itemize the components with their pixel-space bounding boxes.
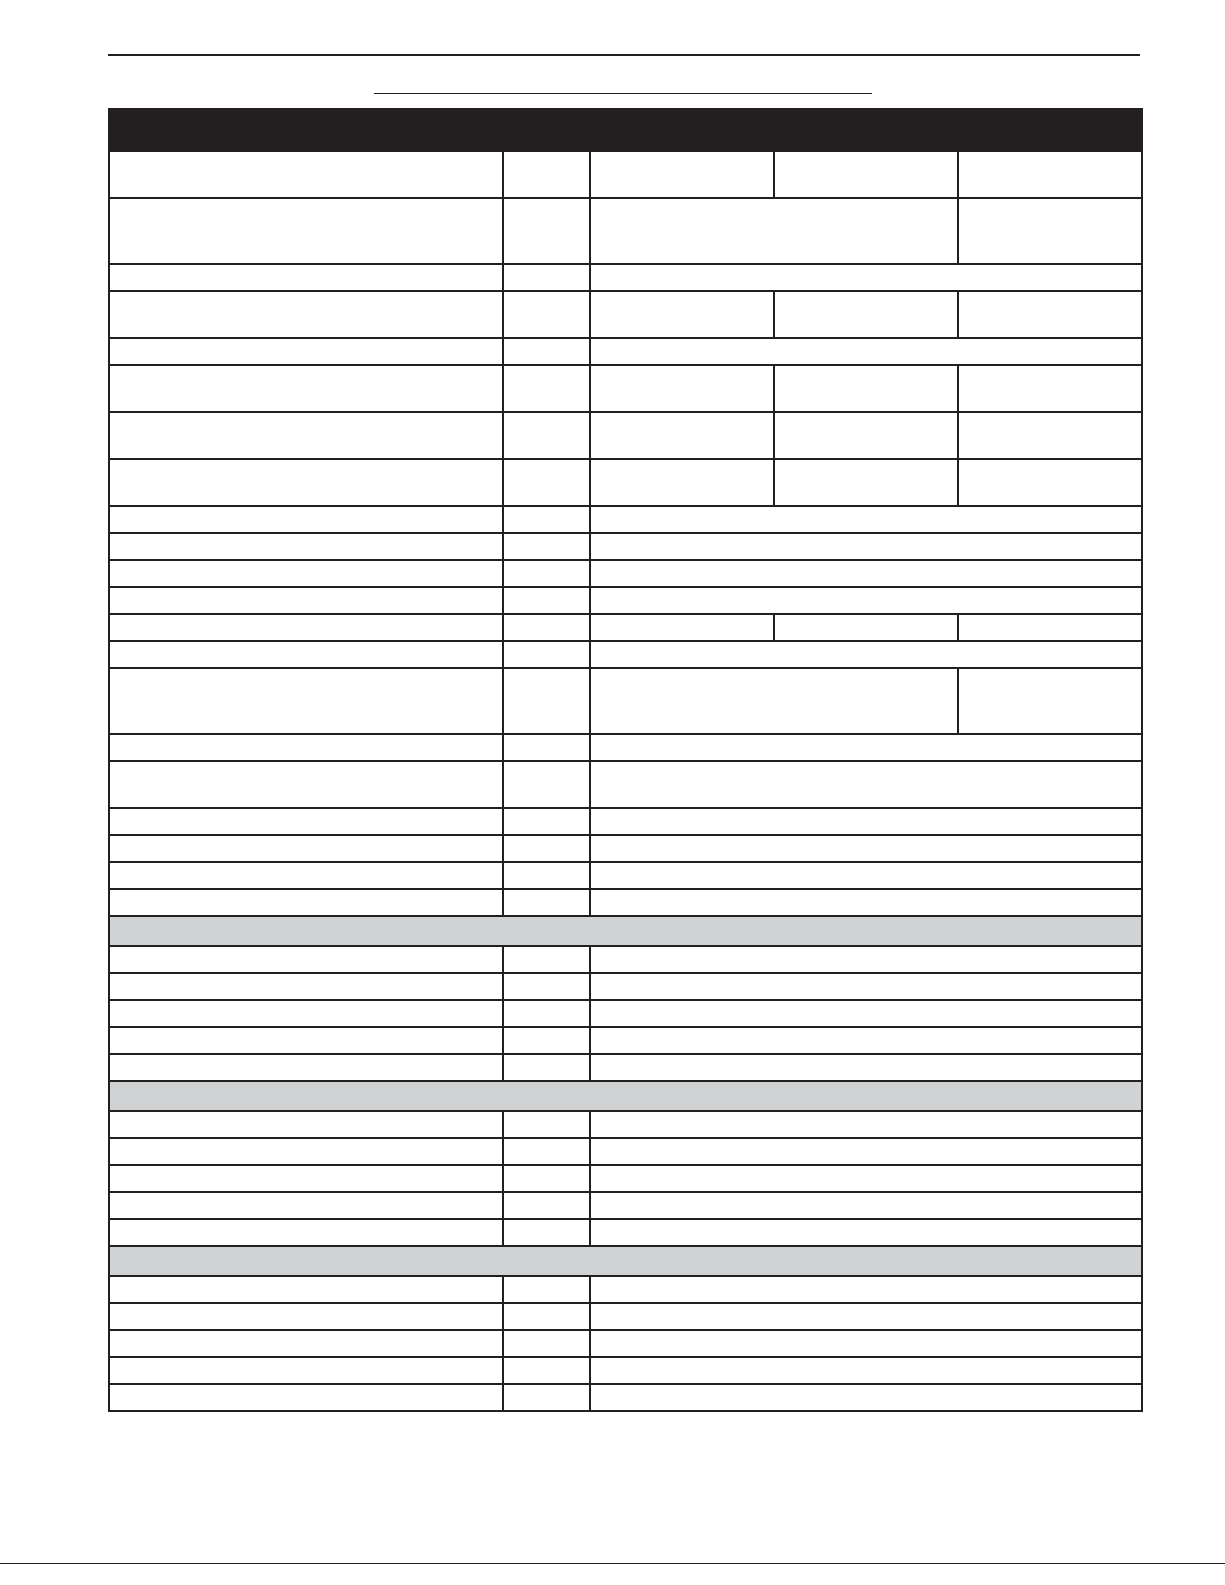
row-value-cell-merged	[590, 1027, 1142, 1054]
row-value-cell-3	[958, 291, 1142, 338]
table-row	[109, 641, 1142, 668]
row-value-cell-merged	[590, 506, 1142, 533]
row-unit-cell	[503, 533, 590, 560]
top-rule	[108, 54, 1140, 56]
row-unit-cell	[503, 412, 590, 459]
row-label-cell	[109, 641, 503, 668]
row-value-cell-1	[590, 291, 774, 338]
row-unit-cell	[503, 641, 590, 668]
row-value-cell-1	[590, 151, 774, 198]
row-label-cell	[109, 1303, 503, 1330]
table-row	[109, 668, 1142, 734]
row-unit-cell	[503, 1192, 590, 1219]
table-header-row	[109, 109, 1142, 151]
table-row	[109, 198, 1142, 264]
bottom-rule	[0, 1563, 1225, 1564]
row-value-cell-merged	[590, 587, 1142, 614]
row-unit-cell	[503, 506, 590, 533]
section-header-cell	[109, 1081, 1142, 1111]
row-unit-cell	[503, 151, 590, 198]
row-value-cell-2	[774, 291, 958, 338]
row-value-cell-3	[958, 365, 1142, 412]
row-value-cell-merged	[590, 946, 1142, 973]
row-unit-cell	[503, 1111, 590, 1138]
table-row	[109, 1303, 1142, 1330]
spec-table-body	[109, 109, 1142, 1411]
row-value-cell-3	[958, 668, 1142, 734]
row-unit-cell	[503, 835, 590, 862]
row-label-cell	[109, 1027, 503, 1054]
row-value-cell-3	[958, 412, 1142, 459]
row-label-cell	[109, 761, 503, 808]
row-value-cell-1	[590, 614, 774, 641]
row-label-cell	[109, 412, 503, 459]
row-value-cell-merged	[590, 973, 1142, 1000]
row-value-cell-2	[774, 459, 958, 506]
section-header-row	[109, 1246, 1142, 1276]
row-unit-cell	[503, 198, 590, 264]
row-value-cell-merged	[590, 1000, 1142, 1027]
row-unit-cell	[503, 264, 590, 291]
row-unit-cell	[503, 973, 590, 1000]
table-row	[109, 151, 1142, 198]
row-unit-cell	[503, 1330, 590, 1357]
row-label-cell	[109, 1384, 503, 1411]
row-label-cell	[109, 560, 503, 587]
row-value-cell-merged	[590, 808, 1142, 835]
row-label-cell	[109, 734, 503, 761]
row-label-cell	[109, 1138, 503, 1165]
row-unit-cell	[503, 1303, 590, 1330]
row-unit-cell	[503, 946, 590, 973]
row-unit-cell	[503, 1276, 590, 1303]
row-label-cell	[109, 264, 503, 291]
row-value-cell-merged	[590, 1165, 1142, 1192]
table-row	[109, 506, 1142, 533]
row-label-cell	[109, 1219, 503, 1246]
row-value-cell-2	[774, 365, 958, 412]
row-value-cell-merged	[590, 1138, 1142, 1165]
row-unit-cell	[503, 365, 590, 412]
row-unit-cell	[503, 1054, 590, 1081]
row-value-cell-2	[774, 614, 958, 641]
section-header-cell	[109, 1246, 1142, 1276]
row-unit-cell	[503, 761, 590, 808]
row-label-cell	[109, 1357, 503, 1384]
section-header-cell	[109, 916, 1142, 946]
row-unit-cell	[503, 668, 590, 734]
row-label-cell	[109, 835, 503, 862]
row-label-cell	[109, 1000, 503, 1027]
table-row	[109, 946, 1142, 973]
row-unit-cell	[503, 1219, 590, 1246]
row-label-cell	[109, 291, 503, 338]
section-header-row	[109, 916, 1142, 946]
row-value-cell-3	[958, 459, 1142, 506]
row-value-cell-merged	[590, 889, 1142, 916]
row-value-cell-3	[958, 151, 1142, 198]
table-row	[109, 338, 1142, 365]
table-row	[109, 1000, 1142, 1027]
table-row	[109, 1111, 1142, 1138]
table-header-cell	[109, 109, 1142, 151]
row-value-cell-merged	[590, 641, 1142, 668]
table-row	[109, 533, 1142, 560]
row-value-cell-3	[958, 198, 1142, 264]
row-value-cell-merged	[590, 835, 1142, 862]
table-row	[109, 365, 1142, 412]
spec-table	[108, 108, 1143, 1412]
row-label-cell	[109, 198, 503, 264]
row-unit-cell	[503, 459, 590, 506]
row-unit-cell	[503, 862, 590, 889]
row-label-cell	[109, 973, 503, 1000]
row-value-cell-1	[590, 412, 774, 459]
row-unit-cell	[503, 889, 590, 916]
table-row	[109, 1027, 1142, 1054]
row-unit-cell	[503, 1357, 590, 1384]
row-unit-cell	[503, 1138, 590, 1165]
table-row	[109, 1165, 1142, 1192]
row-value-cell-merged	[590, 668, 958, 734]
row-value-cell-merged	[590, 1330, 1142, 1357]
row-label-cell	[109, 614, 503, 641]
table-row	[109, 1219, 1142, 1246]
row-unit-cell	[503, 338, 590, 365]
row-unit-cell	[503, 1000, 590, 1027]
row-value-cell-merged	[590, 264, 1142, 291]
row-value-cell-merged	[590, 1219, 1142, 1246]
row-unit-cell	[503, 734, 590, 761]
row-label-cell	[109, 151, 503, 198]
table-row	[109, 587, 1142, 614]
table-row	[109, 1054, 1142, 1081]
table-row	[109, 808, 1142, 835]
table-row	[109, 1330, 1142, 1357]
row-label-cell	[109, 506, 503, 533]
table-row	[109, 1138, 1142, 1165]
row-unit-cell	[503, 1027, 590, 1054]
row-label-cell	[109, 459, 503, 506]
row-value-cell-1	[590, 365, 774, 412]
table-row	[109, 889, 1142, 916]
table-row	[109, 459, 1142, 506]
table-row	[109, 560, 1142, 587]
row-unit-cell	[503, 291, 590, 338]
row-value-cell-merged	[590, 1192, 1142, 1219]
row-unit-cell	[503, 560, 590, 587]
section-header-row	[109, 1081, 1142, 1111]
table-row	[109, 734, 1142, 761]
table-row	[109, 412, 1142, 459]
row-label-cell	[109, 1165, 503, 1192]
table-row	[109, 264, 1142, 291]
table-row	[109, 973, 1142, 1000]
row-value-cell-2	[774, 151, 958, 198]
row-value-cell-merged	[590, 338, 1142, 365]
table-row	[109, 761, 1142, 808]
table-row	[109, 862, 1142, 889]
row-label-cell	[109, 668, 503, 734]
row-value-cell-merged	[590, 1384, 1142, 1411]
row-label-cell	[109, 365, 503, 412]
row-label-cell	[109, 889, 503, 916]
row-value-cell-3	[958, 614, 1142, 641]
table-row	[109, 1384, 1142, 1411]
row-value-cell-merged	[590, 734, 1142, 761]
row-label-cell	[109, 533, 503, 560]
row-value-cell-merged	[590, 533, 1142, 560]
row-value-cell-merged	[590, 761, 1142, 808]
row-label-cell	[109, 1111, 503, 1138]
row-value-cell-1	[590, 459, 774, 506]
table-row	[109, 614, 1142, 641]
row-label-cell	[109, 338, 503, 365]
table-row	[109, 291, 1142, 338]
table-row	[109, 1192, 1142, 1219]
row-label-cell	[109, 862, 503, 889]
row-label-cell	[109, 1054, 503, 1081]
row-label-cell	[109, 808, 503, 835]
row-unit-cell	[503, 614, 590, 641]
row-unit-cell	[503, 587, 590, 614]
row-unit-cell	[503, 1384, 590, 1411]
row-label-cell	[109, 1330, 503, 1357]
row-value-cell-merged	[590, 198, 958, 264]
row-value-cell-merged	[590, 1303, 1142, 1330]
table-row	[109, 835, 1142, 862]
title-underline	[374, 93, 872, 94]
row-value-cell-merged	[590, 560, 1142, 587]
row-unit-cell	[503, 808, 590, 835]
table-row	[109, 1276, 1142, 1303]
row-label-cell	[109, 587, 503, 614]
row-value-cell-merged	[590, 1357, 1142, 1384]
row-value-cell-merged	[590, 862, 1142, 889]
row-value-cell-merged	[590, 1054, 1142, 1081]
row-value-cell-2	[774, 412, 958, 459]
table-row	[109, 1357, 1142, 1384]
row-value-cell-merged	[590, 1111, 1142, 1138]
row-unit-cell	[503, 1165, 590, 1192]
row-label-cell	[109, 946, 503, 973]
row-label-cell	[109, 1276, 503, 1303]
row-label-cell	[109, 1192, 503, 1219]
row-value-cell-merged	[590, 1276, 1142, 1303]
